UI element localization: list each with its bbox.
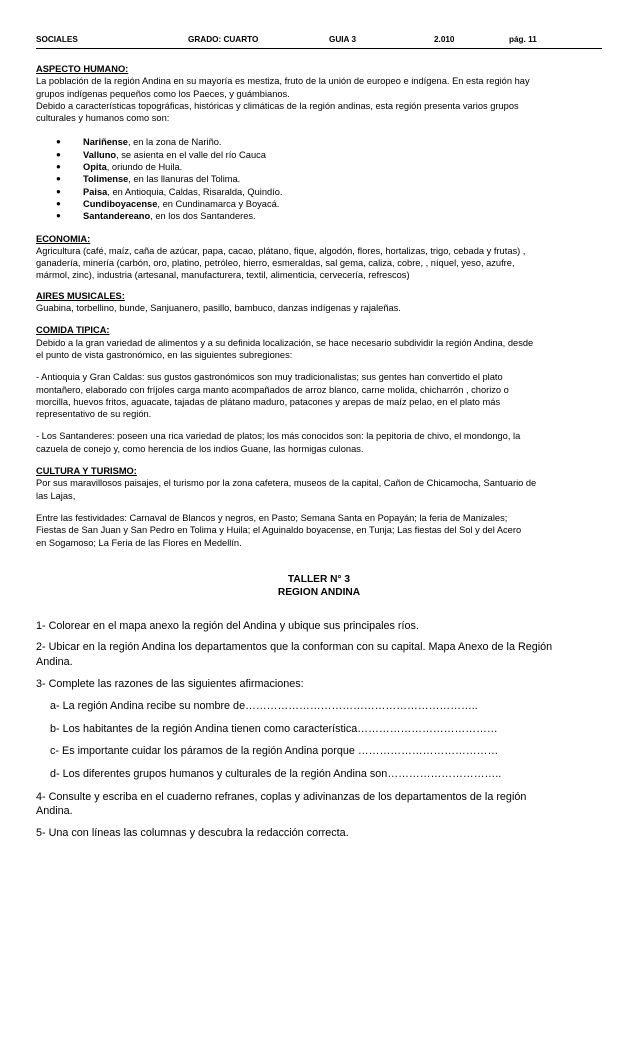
paragraph-line: mármol, zinc), industria (artesanal, manufacturera, textil, alimenticia, cervecería, refrescos) <box>36 270 410 281</box>
header-subject: SOCIALES <box>36 35 78 44</box>
bullet-icon: ● <box>56 198 61 208</box>
header-page-number: pág. 11 <box>509 35 537 44</box>
paragraph-line: representativo de su región. <box>36 409 152 420</box>
question-3b: b- Los habitantes de la región Andina tienen como característica………………………………… <box>50 722 498 735</box>
section-title: COMIDA TIPICA: <box>36 325 110 336</box>
group-name: Opita <box>83 162 107 173</box>
taller-heading <box>36 573 602 599</box>
list-item <box>36 186 602 198</box>
list-item <box>36 149 602 161</box>
paragraph-line: La población de la región Andina en su mayoría es mestiza, fruto de la unión de europeo e indígena. En esta región hay <box>36 76 530 87</box>
group-name: Tolimense <box>83 174 129 185</box>
bullet-icon: ● <box>56 211 61 221</box>
paragraph-line: en Sogamoso; La Feria de las Flores en Medellín. <box>36 537 242 548</box>
group-name: Paisa <box>83 186 108 197</box>
group-description: , en las llanuras del Tolima. <box>128 174 241 185</box>
bullet-icon: ● <box>56 149 61 159</box>
group-description: , en los dos Santanderes. <box>150 211 256 222</box>
question-2-line: 2- Ubicar en la región Andina los departamentos que la conforman con su capital. Mapa Anexo de la Región <box>36 641 553 654</box>
paragraph-line: Fiestas de San Juan y San Pedro en Tolima y Huila; el Aguinaldo boyacense, en Tunja; Las fiestas del Sol y del Acero <box>36 525 522 536</box>
list-item <box>36 161 602 173</box>
question-2-line: Andina. <box>36 655 73 668</box>
questions-list <box>36 619 602 841</box>
paragraph-line: montañero, elaborado con fríjoles carga manto acompañados de arroz blanco, carne molida, chicharrón , chorizo o <box>36 384 509 395</box>
question-5: 5- Una con líneas las columnas y descubra la redacción correcta. <box>36 826 349 839</box>
bullet-icon: ● <box>56 186 61 196</box>
section-aires-musicales <box>36 290 602 315</box>
list-item <box>36 198 602 210</box>
paragraph-line: ganadería, minería (carbón, oro, platino, petróleo, hierro, esmeraldas, sal gema, caliza, cobre, , níquel, yeso, azufre, <box>36 258 515 269</box>
taller-subtitle: REGION ANDINA <box>277 586 361 598</box>
paragraph-line: Debido a la gran variedad de alimentos y a su definida localización, se hace necesario subdividir la región Andina, desde <box>36 337 534 348</box>
paragraph-line: culturales y humanos como son: <box>36 113 170 124</box>
paragraph-line: morcilla, huevos fritos, aguacate, tajadas de plátano maduro, patacones y arepas de maíz pelao, en el plato más <box>36 396 501 407</box>
header-guide: GUIA 3 <box>329 35 356 44</box>
group-name: Valluno <box>83 149 117 160</box>
paragraph-line: - Los Santanderes: poseen una rica variedad de platos; los más conocidos son: la pepitoria de chivo, el mondongo, la <box>36 431 521 442</box>
question-1: 1- Colorear en el mapa anexo la región del Andina y ubique sus principales ríos. <box>36 619 419 632</box>
group-description: , oriundo de Huila. <box>106 162 183 173</box>
list-item <box>36 136 602 148</box>
document-page <box>36 32 602 840</box>
question-4-line: Andina. <box>36 805 73 818</box>
bullet-icon: ● <box>56 162 61 172</box>
group-description: , en la zona de Nariño. <box>127 137 222 148</box>
paragraph-line: las Lajas, <box>36 490 76 501</box>
question-3: 3- Complete las razones de las siguientes afirmaciones: <box>36 677 304 690</box>
group-name: Santandereano <box>83 211 151 222</box>
section-title: ECONOMIA: <box>36 233 91 244</box>
section-title: CULTURA Y TURISMO: <box>36 466 137 477</box>
question-3d: d- Los diferentes grupos humanos y culturales de la región Andina son………………………….. <box>50 767 502 780</box>
taller-title: TALLER N° 3 <box>287 573 351 585</box>
group-name: Nariñense <box>83 137 128 148</box>
group-description: , en Cundinamarca y Boyacá. <box>157 198 280 209</box>
list-item <box>36 173 602 185</box>
bullet-icon: ● <box>56 174 61 184</box>
group-description: , se asienta en el valle del río Cauca <box>116 149 266 160</box>
question-3c: c- Es importante cuidar los páramos de la región Andina porque ………………………………… <box>50 745 499 758</box>
group-description: , en Antioquia, Caldas, Risaralda, Quindío. <box>107 186 283 197</box>
paragraph-line: el punto de vista gastronómico, en las siguientes subregiones: <box>36 349 293 360</box>
header-year: 2.010 <box>434 35 455 44</box>
list-item <box>36 210 602 222</box>
paragraph-line: Por sus maravillosos paisajes, el turismo por la zona cafetera, museos de la capital, Cañon de Chicamocha, Santuario de <box>36 478 537 489</box>
paragraph-line: - Antioquia y Gran Caldas: sus gustos gastronómicos son muy tradicionalistas; sus gentes han convertido el plato <box>36 372 503 383</box>
question-4-line: 4- Consulte y escriba en el cuaderno refranes, coplas y adivinanzas de los departamentos de la región <box>36 790 527 803</box>
section-title: ASPECTO HUMANO: <box>36 64 129 74</box>
bullet-icon: ● <box>56 137 61 147</box>
paragraph-line: Debido a características topográficas, históricas y climáticas de la región andinas, esta región presenta varios grupos <box>36 100 519 111</box>
paragraph-line: Guabina, torbellino, bunde, Sanjuanero, pasillo, bambuco, danzas indígenas y rajaleñas. <box>36 303 401 314</box>
paragraph-line: Entre las festividades: Carnaval de Blancos y negros, en Pasto; Semana Santa en Popayán; la feria de Manizales; <box>36 512 508 523</box>
human-groups-list <box>36 136 602 222</box>
section-economia <box>36 233 602 282</box>
section-aspecto-humano <box>36 63 602 223</box>
section-cultura-turismo <box>36 465 602 549</box>
section-title: AIRES MUSICALES: <box>36 290 125 301</box>
section-comida-tipica <box>36 324 602 455</box>
paragraph-line: Agricultura (café, maíz, caña de azúcar, papa, cacao, plátano, fique, algodón, flores, hortalizas, trigo, cebada y frutas) , <box>36 245 526 256</box>
header-grade: GRADO: CUARTO <box>188 35 259 44</box>
question-3a: a- La región Andina recibe su nombre de……………………………………………………….. <box>50 700 478 713</box>
paragraph-line: cazuela de conejo y, como herencia de los indios Guane, las hormigas culonas. <box>36 443 364 454</box>
group-name: Cundiboyacense <box>83 198 158 209</box>
paragraph-line: grupos indígenas pequeños como los Paeces, y guámbianos. <box>36 88 290 99</box>
page-header <box>36 32 602 49</box>
